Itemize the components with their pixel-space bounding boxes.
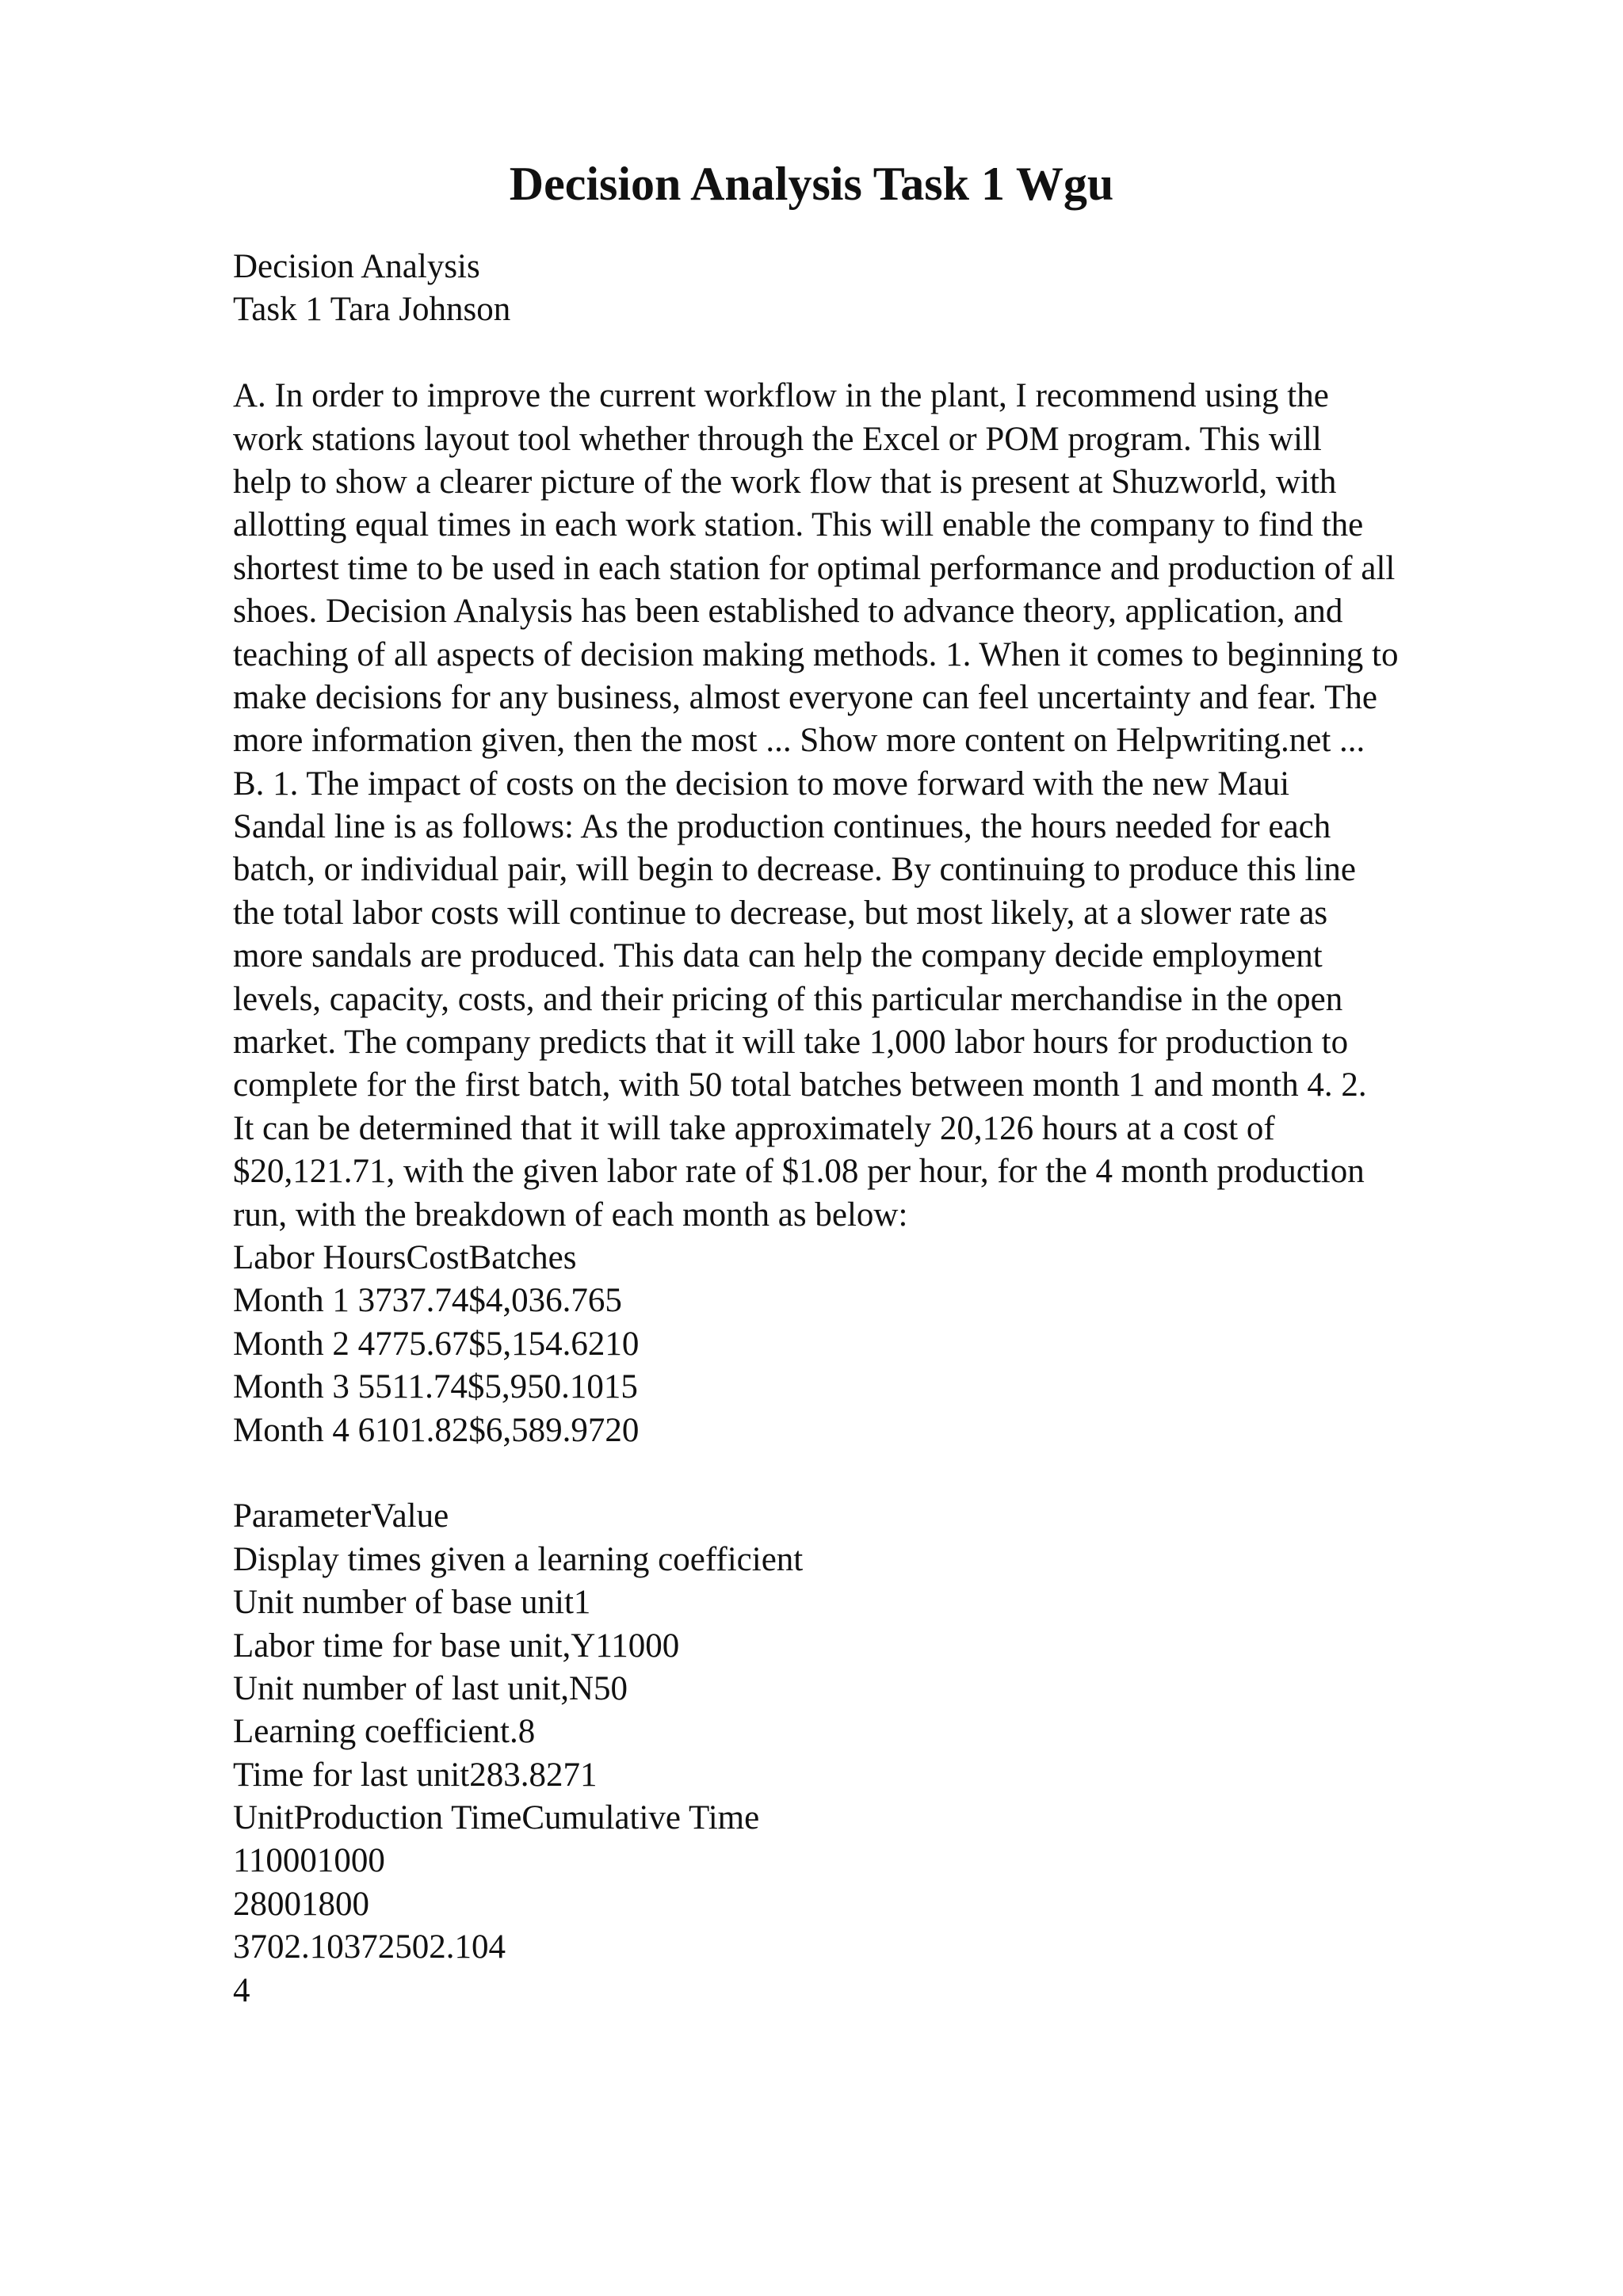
parameter-line: ParameterValue [233,1497,449,1535]
text-line: Sandal line is as follows: As the production continues, the hours needed for each [233,808,1331,846]
header-block [233,246,1533,332]
blank-line [233,332,1533,375]
parameter-line: Unit number of base unit1 [233,1584,591,1622]
text-line: shortest time to be used in each station for optimal performance and production of all [233,549,1396,587]
blank-line [233,1452,1533,1495]
text-line: help to show a clearer picture of the work flow that is present at Shuzworld, with [233,463,1337,501]
text-line: work stations layout tool whether through the Excel or POM program. This will [233,420,1322,458]
text-line: teaching of all aspects of decision making methods. 1. When it comes to beginning to [233,635,1399,673]
parameter-line: Time for last unit283.8271 [233,1756,598,1794]
parameter-line: 110001000 [233,1842,385,1880]
parameter-line: Unit number of last unit,N50 [233,1669,628,1707]
table-header-line: Labor HoursCostBatches [233,1238,577,1276]
text-line: more sandals are produced. This data can help the company decide employment [233,937,1323,975]
parameter-line: Labor time for base unit,Y11000 [233,1627,680,1665]
parameter-line: 3702.10372502.104 [233,1928,506,1966]
document-title: Decision Analysis Task 1 Wgu [509,158,1114,210]
table-row-line: Month 3 5511.74$5,950.1015 [233,1368,638,1406]
text-line: run, with the breakdown of each month as below: [233,1196,908,1234]
table-row-line: Month 4 6101.82$6,589.9720 [233,1411,640,1449]
text-line: make decisions for any business, almost everyone can feel uncertainty and fear. The [233,678,1377,716]
text-line: batch, or individual pair, will begin to decrease. By continuing to produce this line [233,851,1356,889]
parameter-line: 4 [233,1971,250,2009]
table-row-line: Month 2 4775.67$5,154.6210 [233,1325,640,1363]
text-line: shoes. Decision Analysis has been established to advance theory, application, and [233,593,1343,631]
text-line: levels, capacity, costs, and their pricing of this particular merchandise in the open [233,980,1343,1018]
text-line: A. In order to improve the current workflow in the plant, I recommend using the [233,377,1329,415]
text-line: the total labor costs will continue to decrease, but most likely, at a slower rate as [233,894,1328,932]
parameter-line: Display times given a learning coefficient [233,1540,804,1578]
document-body [233,246,1533,2012]
parameter-line: Learning coefficient.8 [233,1713,536,1751]
text-line: market. The company predicts that it will take 1,000 labor hours for production to [233,1024,1349,1062]
text-line: allotting equal times in each work station. This will enable the company to find the [233,506,1364,544]
text-line: $20,121.71, with the given labor rate of $1.08 per hour, for the 4 month production [233,1153,1365,1191]
text-line: complete for the first batch, with 50 total batches between month 1 and month 4. 2. [233,1066,1367,1104]
table-row-line: Month 1 3737.74$4,036.765 [233,1282,622,1320]
text-line: more information given, then the most ... Show more content on Helpwriting.net ... [233,722,1365,760]
text-line: It can be determined that it will take approximately 20,126 hours at a cost of [233,1109,1275,1147]
header-line: Decision Analysis [233,248,480,285]
text-line: B. 1. The impact of costs on the decision to move forward with the new Maui [233,765,1290,803]
paragraph-a [233,375,1533,1452]
parameter-line: 28001800 [233,1885,369,1923]
parameter-block [233,1495,1533,2012]
header-line: Task 1 Tara Johnson [233,291,511,329]
parameter-line: UnitProduction TimeCumulative Time [233,1799,760,1837]
